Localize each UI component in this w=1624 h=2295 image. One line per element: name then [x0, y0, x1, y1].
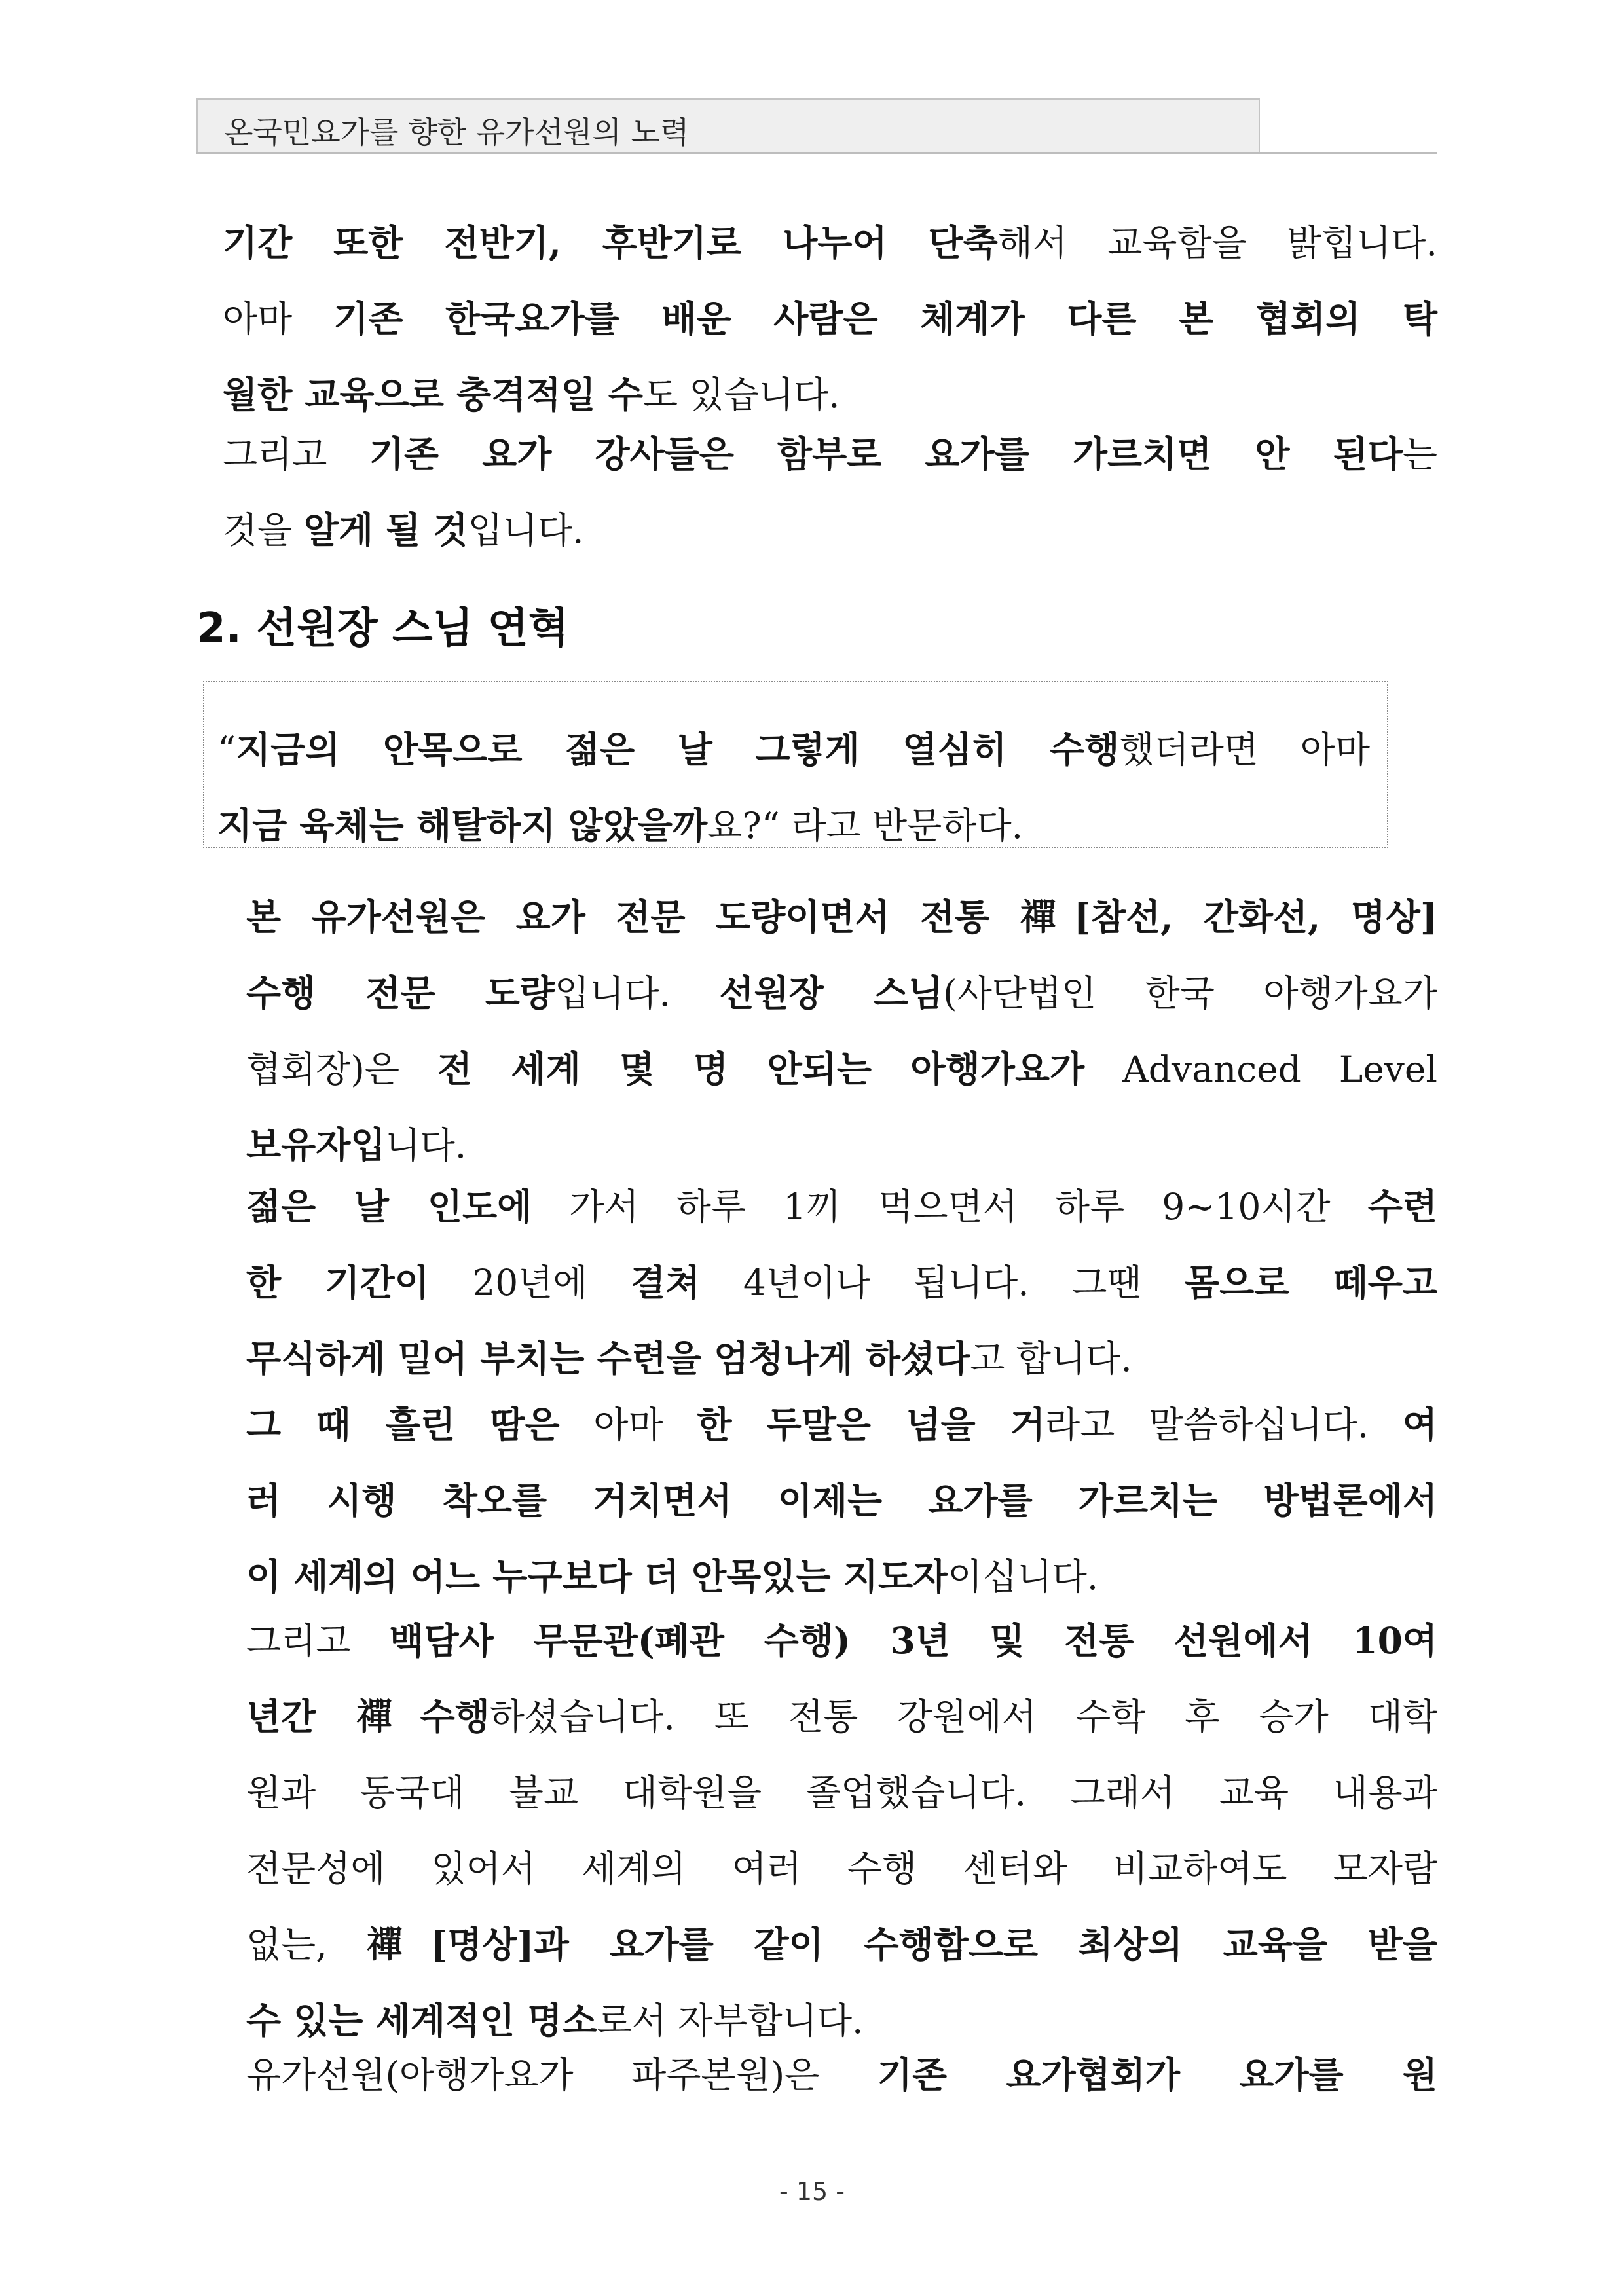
section-heading: 2. 선원장 스님 연혁 [196, 604, 569, 653]
paragraph-3 [246, 879, 1437, 1183]
quote-box [203, 681, 1388, 848]
paragraph-7 [246, 2037, 1437, 2113]
page-number: - 15 - [779, 2177, 845, 2206]
paragraph-line: 보유자입니다. [246, 1124, 467, 1166]
paragraph-line: 본 유가선원은 요가 전문 도량이면서 전통 禪[참선, 간화선, 명상] [246, 896, 1437, 938]
paragraph-2 [223, 416, 1437, 568]
paragraph-line: 없는, 禪[명상]과 요가를 같이 수행함으로 최상의 교육을 받을 [246, 1923, 1437, 1966]
paragraph-4 [246, 1169, 1437, 1397]
paragraph-line: 젊은 날 인도에 가서 하루 1끼 먹으면서 하루 9~10시간 수련 [246, 1185, 1437, 1228]
paragraph-6 [246, 1603, 1437, 2059]
paragraph-1 [223, 205, 1437, 433]
paragraph-line: 것을 알게 될 것입니다. [223, 509, 584, 551]
paragraph-line: 협회장)은 전 세계 몇 명 안되는 아행가요가 Advanced Level [246, 1048, 1437, 1090]
paragraph-line: 러 시행 착오를 거치면서 이제는 요가를 가르치는 방법론에서 [246, 1479, 1437, 1522]
quote-line: “지금의 안목으로 젊은 날 그렇게 열심히 수행했더라면 아마 [217, 728, 1370, 771]
paragraph-line: 아마 기존 한국요가를 배운 사람은 체계가 다른 본 협회의 탁 [223, 297, 1437, 340]
running-header-title: 온국민요가를 향한 유가선원의 노력 [224, 115, 690, 150]
paragraph-line: 이 세계의 어느 누구보다 더 안목있는 지도자이십니다. [246, 1555, 1099, 1598]
paragraph-line: 그 때 흘린 땀은 아마 한 두말은 넘을 거라고 말씀하십니다. 여 [246, 1403, 1437, 1446]
paragraph-line: 전문성에 있어서 세계의 여러 수행 센터와 비교하여도 모자람 [246, 1848, 1437, 1890]
paragraph-line: 수 있는 세계적인 명소로서 자부합니다. [246, 1999, 864, 2042]
paragraph-line: 한 기간이 20년에 결쳐 4년이나 됩니다. 그땐 몸으로 떼우고 [246, 1261, 1438, 1304]
header-rule [196, 152, 1437, 154]
paragraph-line: 수행 전문 도량입니다. 선원장 스님(사단법인 한국 아행가요가 [246, 972, 1437, 1014]
running-header [196, 98, 1260, 153]
quote-text [217, 712, 1370, 864]
paragraph-line: 그리고 기존 요가 강사들은 함부로 요가를 가르치면 안 된다는 [223, 433, 1437, 475]
paragraph-line: 무식하게 밀어 부치는 수련을 엄청나게 하셨다고 합니다. [246, 1337, 1132, 1380]
paragraph-line: 년간 禪수행하셨습니다. 또 전통 강원에서 수학 후 승가 대학 [246, 1695, 1437, 1738]
paragraph-line: 월한 교육으로 충격적일 수도 있습니다. [223, 373, 840, 416]
paragraph-line: 그리고 백담사 무문관(폐관 수행) 3년 및 전통 선원에서 10여 [246, 1619, 1437, 1662]
paragraph-line: 유가선원(아행가요가 파주본원)은 기존 요가협회가 요가를 원 [246, 2053, 1438, 2096]
paragraph-line: 원과 동국대 불교 대학원을 졸업했습니다. 그래서 교육 내용과 [246, 1772, 1437, 1814]
paragraph-line: 기간 또한 전반기, 후반기로 나누어 단축해서 교육함을 밝힙니다. [223, 221, 1438, 264]
paragraph-5 [246, 1387, 1437, 1615]
quote-line: 지금 육체는 해탈하지 않았을까요?“ 라고 반문하다. [217, 804, 1024, 847]
